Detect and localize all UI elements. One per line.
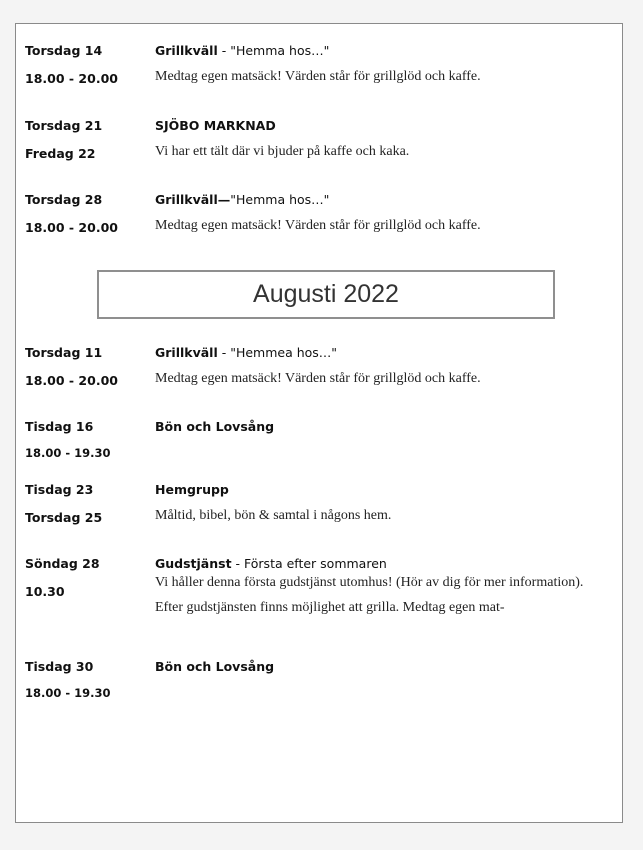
event-time: 18.00 - 19.30 <box>25 686 111 700</box>
event-description: Vi har ett tält där vi bjuder på kaffe och kaka. <box>155 144 410 159</box>
event-description-extra: Efter gudstjänsten finns möjlighet att grilla. Medtag egen mat- <box>155 600 505 615</box>
event-day: Tisdag 23 <box>25 482 94 497</box>
event-title: SJÖBO MARKNAD <box>155 118 276 133</box>
event-time: 18.00 - 20.00 <box>25 373 118 388</box>
event-day-secondary: Fredag 22 <box>25 146 96 161</box>
event-day: Torsdag 11 <box>25 345 103 360</box>
event-description: Medtag egen matsäck! Värden står för grillglöd och kaffe. <box>155 218 481 233</box>
event-description: Medtag egen matsäck! Värden står för grillglöd och kaffe. <box>155 371 481 386</box>
event-title: Gudstjänst - Första efter sommaren <box>155 556 387 571</box>
event-day: Söndag 28 <box>25 556 100 571</box>
document-page <box>15 23 623 823</box>
event-description: Medtag egen matsäck! Värden står för grillglöd och kaffe. <box>155 69 481 84</box>
event-day: Torsdag 28 <box>25 192 103 207</box>
event-time: 18.00 - 20.00 <box>25 71 118 86</box>
event-description: Måltid, bibel, bön & samtal i någons hem. <box>155 508 392 523</box>
event-description: Vi håller denna första gudstjänst utomhus! (Hör av dig för mer information). <box>155 575 584 590</box>
event-time: 18.00 - 19.30 <box>25 446 111 460</box>
event-title: Bön och Lovsång <box>155 419 275 434</box>
event-title: Bön och Lovsång <box>155 659 275 674</box>
event-day-secondary: Torsdag 25 <box>25 510 103 525</box>
event-title: Grillkväll—"Hemma hos…" <box>155 192 330 207</box>
event-day: Torsdag 21 <box>25 118 103 133</box>
event-title: Grillkväll - "Hemma hos…" <box>155 43 330 58</box>
event-time: 18.00 - 20.00 <box>25 220 118 235</box>
event-title: Grillkväll - "Hemmea hos…" <box>155 345 338 360</box>
event-day: Tisdag 30 <box>25 659 94 674</box>
month-heading: Augusti 2022 <box>97 270 555 319</box>
event-title: Hemgrupp <box>155 482 229 497</box>
event-day: Torsdag 14 <box>25 43 103 58</box>
event-time: 10.30 <box>25 584 65 599</box>
event-day: Tisdag 16 <box>25 419 94 434</box>
